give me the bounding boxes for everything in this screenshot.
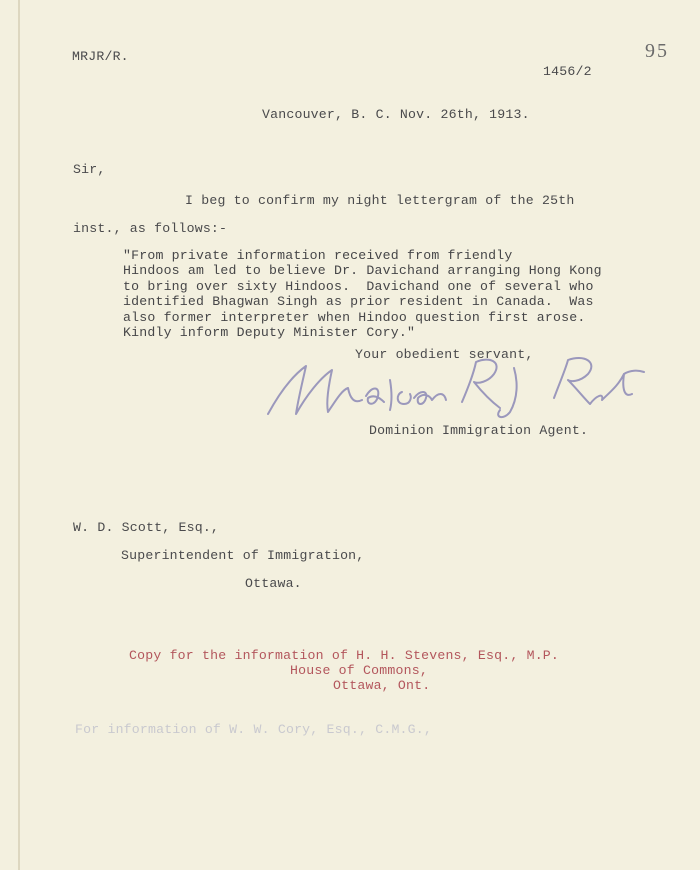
addressee-title: Superintendent of Immigration, — [121, 548, 365, 563]
quote-line: Kindly inform Deputy Minister Cory." — [123, 325, 416, 341]
page-edge — [18, 0, 20, 870]
file-number: 1456/2 — [543, 64, 592, 79]
copy-note-line-2: House of Commons, — [290, 663, 428, 678]
intro-line-1: I beg to confirm my night lettergram of the 25th — [185, 193, 575, 208]
addressee-name: W. D. Scott, Esq., — [73, 520, 220, 535]
copy-note-line-1: Copy for the information of H. H. Stevens, Esq., M.P. — [129, 648, 560, 663]
reference-initials: MRJR/R. — [72, 49, 129, 64]
quote-line: identified Bhagwan Singh as prior resident in Canada. Was — [123, 294, 594, 310]
signer-title: Dominion Immigration Agent. — [369, 423, 589, 438]
addressee-city: Ottawa. — [245, 576, 302, 591]
quote-line: to bring over sixty Hindoos. Davichand one of several who — [123, 278, 594, 294]
handwritten-signature — [262, 352, 652, 424]
page-number: 95 — [645, 40, 669, 62]
salutation: Sir, — [73, 162, 106, 177]
dateline: Vancouver, B. C. Nov. 26th, 1913. — [262, 107, 530, 122]
closing: Your obedient servant, — [355, 347, 534, 362]
copy-note-line-3: Ottawa, Ont. — [333, 678, 431, 693]
quote-line: Hindoos am led to believe Dr. Davichand arranging Hong Kong — [123, 263, 602, 279]
faint-note: For information of W. W. Cory, Esq., C.M.G., — [75, 722, 433, 737]
quote-line: "From private information received from friendly — [123, 248, 513, 263]
quote-line: also former interpreter when Hindoo question first arose. — [123, 309, 586, 325]
telegram-quote — [123, 248, 602, 340]
intro-line-2: inst., as follows:- — [73, 221, 228, 236]
